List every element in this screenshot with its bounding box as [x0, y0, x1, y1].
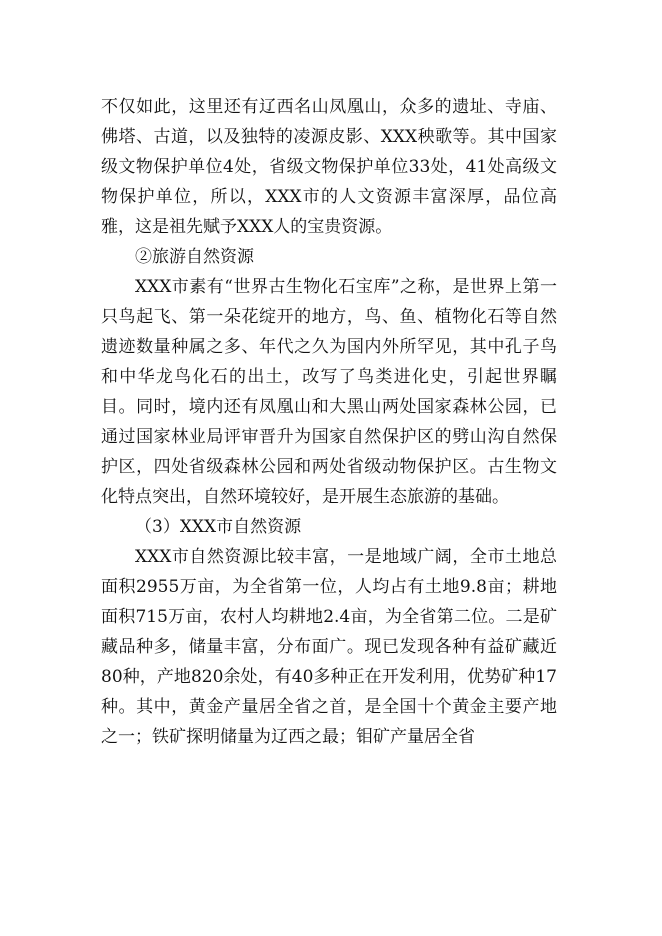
- section-heading-natural-tourism-resources: ②旅游自然资源: [135, 247, 254, 267]
- section-heading-city-natural-resources: （3）XXX市自然资源: [135, 517, 302, 537]
- document-body: [101, 92, 557, 752]
- paragraph-city-natural-resources: XXX市自然资源比较丰富，一是地域广阔，全市土地总面积2955万亩，为全省第一位，人均占有土地9.8亩；耕地面积715万亩，农村人均耕地2.4亩，为全省第二位。二是矿藏品种多，储量丰富，分布面广。现已发现各种有益矿藏近80种，产地820余处，有40多种正在开发利用，优势矿种17种。其中，黄金产量居全省之首，是全国十个黄金主要产地之一；铁矿探明储量为辽西之最；钼矿产量居全省: [101, 547, 557, 747]
- paragraph-cultural-resources-continued: 不仅如此，这里还有辽西名山凤凰山，众多的遗址、寺庙、佛塔、古道，以及独特的凌源皮影、XXX秧歌等。其中国家级文物保护单位4处，省级文物保护单位33处，41处高级文物保护单位，所以，XXX市的人文资源丰富深厚，品位高雅，这是祖先赋予XXX人的宝贵资源。: [101, 97, 557, 237]
- paragraph-natural-tourism-resources: XXX市素有“世界古生物化石宝库”之称，是世界上第一只鸟起飞、第一朵花绽开的地方，鸟、鱼、植物化石等自然遗迹数量种属之多、年代之久为国内外所罕见，其中孔子鸟和中华龙鸟化石的出土，改写了鸟类进化史，引起世界瞩目。同时，境内还有凤凰山和大黑山两处国家森林公园，已通过国家林业局评审晋升为国家自然保护区的劈山沟自然保护区，四处省级森林公园和两处省级动物保护区。古生物文化特点突出，自然环境较好，是开展生态旅游的基础。: [101, 277, 557, 507]
